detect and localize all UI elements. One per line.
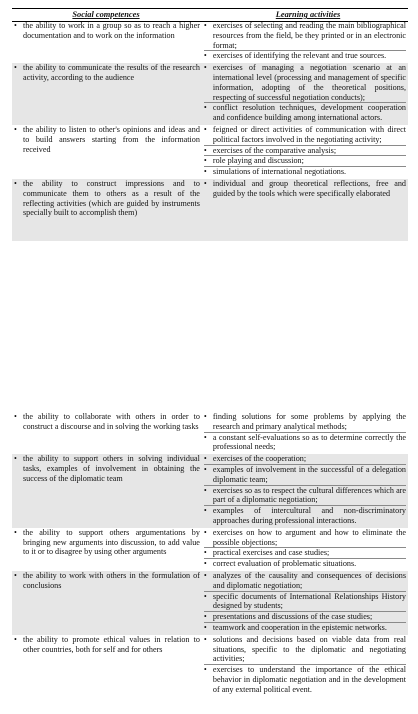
bullet-icon: • <box>14 570 17 580</box>
competence-item <box>14 412 200 432</box>
activity-text: solutions and decisions based on viable data from real situations, specific to the diplomatic and negotiating activities; <box>212 634 406 664</box>
activity-item <box>204 21 406 51</box>
bullet-icon: • <box>203 21 207 30</box>
bullet-icon: • <box>203 622 207 632</box>
activity-text: exercises so as to respect the cultural differences which are part of a diplomatic negotiation; <box>212 485 406 505</box>
activity-text: feigned or direct activities of communication with direct political factors involved in the negotiating activity; <box>212 124 406 144</box>
activity-text: simulations of international negotiations. <box>212 167 347 177</box>
activities-cell <box>202 412 408 454</box>
bullet-icon: • <box>203 103 207 113</box>
activity-item <box>204 528 406 549</box>
activities-cell <box>202 21 408 63</box>
activity-text: exercises to understand the importance of the ethical behavior in diplomatic negotiation and in the development of any external political event. <box>212 665 406 694</box>
competence-text: the ability to construct impressions and to communicate them to others as a result of the reflecting activities (which are guided by instruments specially built to accomplish them) <box>23 178 200 218</box>
competence-text: the ability to support others in solving individual tasks, examples of involvement in obtaining the success of the diplomatic team <box>23 454 200 483</box>
bullet-icon: • <box>203 124 207 134</box>
competence-item <box>14 179 200 218</box>
bullet-icon: • <box>203 665 207 675</box>
competence-item <box>14 125 200 154</box>
table-row <box>12 454 408 528</box>
table-row <box>12 571 408 635</box>
activity-text: practical exercises and case studies; <box>212 548 330 558</box>
activity-text: teamwork and cooperation in the epistemic networks. <box>212 622 387 632</box>
activity-text: exercises of the comparative analysis; <box>212 145 337 155</box>
column-header-social-competences: Social competences <box>72 10 140 19</box>
activity-text: correct evaluation of problematic situations. <box>212 559 357 569</box>
bullet-icon: • <box>203 145 207 155</box>
activity-item <box>204 559 406 569</box>
activity-item <box>204 156 406 167</box>
competence-text: the ability to work with others in the formulation of conclusions <box>23 570 200 590</box>
table-row <box>12 63 408 125</box>
bullet-icon: • <box>203 634 207 644</box>
activities-cell <box>202 635 408 697</box>
activity-text: analyzes of the causality and consequences of decisions and diplomatic negotiation; <box>212 570 406 590</box>
activity-item <box>204 51 406 61</box>
activity-item <box>204 103 406 123</box>
competence-item <box>14 571 200 591</box>
competences-table-section-1 <box>12 21 408 241</box>
activity-text: exercises on how to argument and how to eliminate the possible objections; <box>212 527 406 547</box>
competence-item <box>14 454 200 483</box>
competence-cell <box>12 63 202 125</box>
bullet-icon: • <box>203 612 207 622</box>
bullet-icon: • <box>203 548 207 558</box>
bullet-icon: • <box>14 63 17 73</box>
bullet-icon: • <box>203 591 207 601</box>
bullet-icon: • <box>203 412 207 421</box>
bullet-icon: • <box>203 485 207 495</box>
competence-cell <box>12 454 202 528</box>
bullet-icon: • <box>14 178 17 188</box>
competence-cell <box>12 179 202 241</box>
table-row <box>12 412 408 454</box>
table-row <box>12 21 408 63</box>
activities-cell <box>202 571 408 635</box>
competence-cell <box>12 528 202 571</box>
table-row <box>12 179 408 241</box>
competence-text: the ability to work in a group so as to reach a higher documentation and to work on the information <box>23 21 200 40</box>
bullet-icon: • <box>203 559 207 569</box>
activity-item <box>204 486 406 507</box>
competence-item <box>14 528 200 557</box>
activity-item <box>204 125 406 146</box>
activity-item <box>204 63 406 103</box>
competence-cell <box>12 635 202 697</box>
competences-table-section-2 <box>12 412 408 697</box>
activity-text: exercises of identifying the relevant and true sources. <box>212 51 387 61</box>
activity-item <box>204 179 406 199</box>
competence-text: the ability to collaborate with others in order to construct a discourse and in solving the working tasks <box>23 412 200 431</box>
bullet-icon: • <box>203 454 207 464</box>
competence-text: the ability to support others argumentations by bringing new arguments into discussion, to add value to it or to disagree by using other arguments <box>23 527 200 557</box>
competence-text: the ability to communicate the results of the research activity, according to the audience <box>23 63 200 82</box>
activities-cell <box>202 179 408 241</box>
activity-item <box>204 665 406 694</box>
activity-text: exercises of managing a negotiation scenario at an international level (processing and management of specific information, adopting of the theoretical positions, respecting of successful negotiation conducts); <box>212 63 406 102</box>
activities-cell <box>202 454 408 528</box>
activity-item <box>204 454 406 465</box>
activity-text: a constant self-evaluations so as to determine correctly the professional needs; <box>212 432 406 452</box>
competence-item <box>14 21 200 41</box>
activity-item <box>204 612 406 623</box>
activity-item <box>204 167 406 177</box>
table-row <box>12 125 408 179</box>
activity-text: specific documents of International Relationships History designed by students; <box>212 591 406 611</box>
competence-item <box>14 635 200 655</box>
activity-text: examples of involvement in the successful of a delegation diplomatic team; <box>212 464 406 484</box>
activity-item <box>204 433 406 453</box>
activity-item <box>204 635 406 665</box>
activity-text: role playing and discussion; <box>212 156 304 166</box>
activity-item <box>204 465 406 486</box>
activity-item <box>204 146 406 157</box>
activities-cell <box>202 528 408 571</box>
activity-text: presentations and discussions of the case studies; <box>212 612 373 622</box>
bullet-icon: • <box>14 527 17 537</box>
competence-cell <box>12 571 202 635</box>
activity-item <box>204 592 406 613</box>
bullet-icon: • <box>203 63 207 73</box>
table-row <box>12 528 408 571</box>
bullet-icon: • <box>203 527 207 537</box>
bullet-icon: • <box>203 178 207 188</box>
bullet-icon: • <box>203 167 207 177</box>
bullet-icon: • <box>14 634 17 644</box>
bullet-icon: • <box>14 21 17 30</box>
activity-item <box>204 571 406 592</box>
competence-cell <box>12 21 202 63</box>
activity-item <box>204 623 406 633</box>
bullet-icon: • <box>14 124 17 134</box>
activity-item <box>204 548 406 559</box>
bullet-icon: • <box>203 506 207 516</box>
bullet-icon: • <box>203 432 207 442</box>
bullet-icon: • <box>203 156 207 166</box>
bullet-icon: • <box>203 570 207 580</box>
activity-text: exercises of selecting and reading the main bibliographical resources from the field, be they printed or in an electronic format; <box>212 21 406 50</box>
competence-text: the ability to promote ethical values in relation to other countries, both for self and for others <box>23 634 200 654</box>
activities-cell <box>202 125 408 179</box>
activity-item <box>204 506 406 526</box>
bullet-icon: • <box>14 412 17 421</box>
activity-item <box>204 412 406 433</box>
activity-text: finding solutions for some problems by applying the research and primary analytical methods; <box>212 412 406 431</box>
table-row <box>12 635 408 697</box>
table-header <box>12 8 408 22</box>
bullet-icon: • <box>203 464 207 474</box>
column-header-learning-activities: Learning activities <box>275 10 341 19</box>
competence-text: the ability to listen to other's opinions and ideas and to build answers starting from the information received <box>23 124 200 154</box>
activity-text: exercises of the cooperation; <box>212 454 307 464</box>
activities-cell <box>202 63 408 125</box>
competence-cell <box>12 412 202 454</box>
competence-item <box>14 63 200 83</box>
competence-cell <box>12 125 202 179</box>
bullet-icon: • <box>203 51 207 61</box>
activity-text: individual and group theoretical reflections, free and guided by the tools which were specifically elaborated <box>212 178 406 198</box>
bullet-icon: • <box>14 454 17 464</box>
activity-text: conflict resolution techniques, development cooperation and confidence building among international actors. <box>212 103 406 123</box>
activity-text: examples of intercultural and non-discriminatory approaches during professional interactions. <box>212 506 406 525</box>
